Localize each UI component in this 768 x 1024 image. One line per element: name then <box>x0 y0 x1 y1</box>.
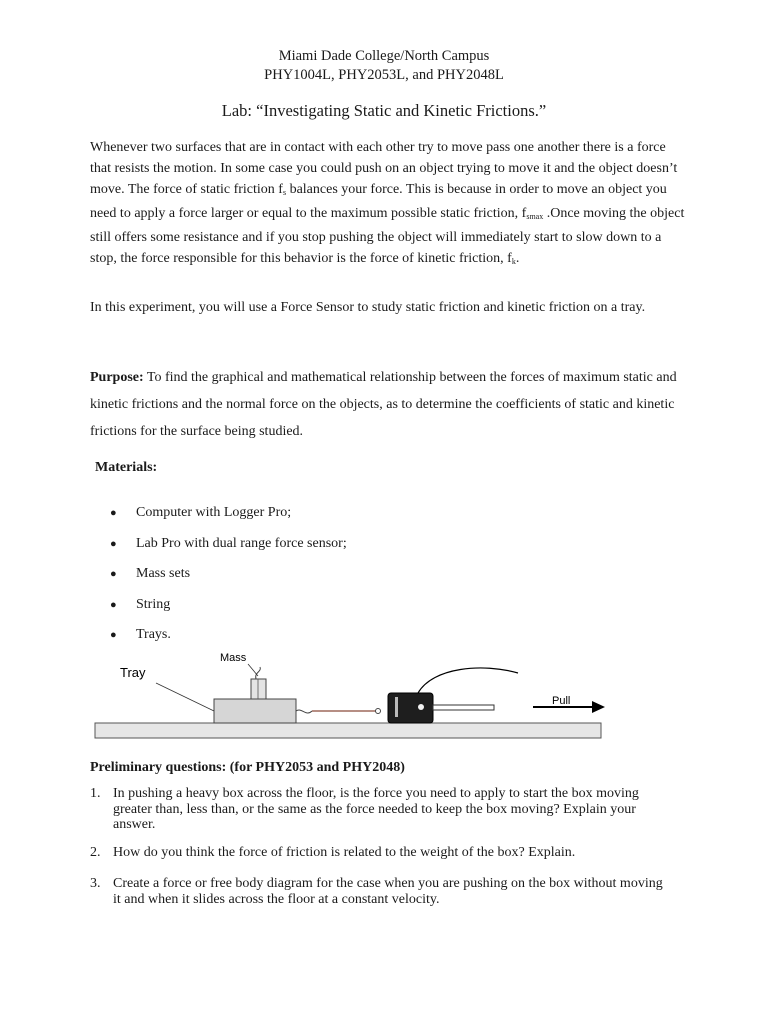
college-name: Miami Dade College/North Campus <box>278 48 490 64</box>
material-label: Mass sets <box>136 566 191 581</box>
sensor-cable <box>418 668 518 693</box>
list-item <box>110 564 347 595</box>
tray-surface <box>95 723 601 738</box>
materials-list <box>110 503 347 656</box>
material-label: Computer with Logger Pro; <box>136 505 292 520</box>
bullet-icon: ● <box>110 568 117 580</box>
preliminary-heading: Preliminary questions: (for PHY2053 and PHY2048) <box>90 760 405 775</box>
friction-apparatus-diagram <box>88 645 608 745</box>
force-sensor-icon <box>388 693 433 723</box>
question-text: In pushing a heavy box across the floor, is the force you need to apply to start the box moving greater than, less than, or the same as the force needed to keep the box moving? Explain your answer. <box>113 786 639 832</box>
mass-hook-icon <box>256 667 261 679</box>
subscript-smax: smax <box>526 212 544 221</box>
purpose-label: Purpose: <box>90 370 144 385</box>
bullet-icon: ● <box>110 629 117 641</box>
experiment-paragraph: In this experiment, you will use a Force Sensor to study static friction and kinetic friction on a tray. <box>90 300 646 315</box>
question-item <box>90 845 670 867</box>
question-number: 1. <box>90 786 101 801</box>
intro-text-1: Whenever two surfaces that are in contact with each other try to move pass one another there is a force that resists the motion. In some case you could push on an object trying to move it and the object doesn’t move. The force of static friction f <box>90 140 678 197</box>
material-label: String <box>136 596 171 612</box>
materials-heading: Materials: <box>95 460 158 475</box>
list-item <box>110 534 347 565</box>
box-hook-icon <box>296 710 312 713</box>
subscript-s: s <box>282 188 287 197</box>
mass-pointer-line <box>248 664 258 676</box>
box-block <box>214 699 296 723</box>
intro-paragraph <box>90 137 690 272</box>
sensor-rod <box>433 705 494 710</box>
intro-text-2: balances your force. This is because in order to move an object you need to apply a force larger or equal to the maximum possible static friction, f <box>90 182 667 221</box>
tray-pointer-line <box>156 683 214 711</box>
list-item <box>110 595 347 626</box>
mass-weight-icon <box>251 679 266 699</box>
question-text: How do you think the force of friction is related to the weight of the box? Explain. <box>113 845 576 860</box>
purpose-text: To find the graphical and mathematical relationship between the forces of maximum static and kinetic frictions and the normal force on the objects, as to determine the coefficients of static and kinetic frictions for the surface being studied. <box>90 370 677 439</box>
sensor-hook-icon <box>376 709 381 714</box>
sensor-switch-icon <box>418 704 424 710</box>
question-number: 3. <box>90 876 101 891</box>
pull-arrowhead-icon <box>592 701 605 713</box>
tray-label: Tray <box>120 665 146 680</box>
material-label: Trays. <box>136 627 171 642</box>
bullet-icon: ● <box>110 537 117 550</box>
question-number: 2. <box>90 845 101 860</box>
course-codes: PHY1004L, PHY2053L, and PHY2048L <box>264 67 504 83</box>
intro-text-3: .Once moving the object still offers some resistance and if you stop pushing the object will immediately start to slow down to a stop, the force responsible for this behavior is the force of kinetic friction, f <box>90 206 685 266</box>
list-item <box>110 503 347 534</box>
pull-label: Pull <box>552 695 571 707</box>
sensor-label-strip <box>395 697 398 717</box>
bullet-icon: ● <box>110 507 117 519</box>
question-text: Create a force or free body diagram for the case when you are pushing on the box without moving it and when it slides across the floor at a constant velocity. <box>113 876 663 907</box>
purpose-paragraph <box>90 364 690 445</box>
question-item <box>90 876 670 907</box>
intro-text-4: . <box>515 251 520 266</box>
question-item <box>90 786 670 833</box>
bullet-icon: ● <box>110 598 117 611</box>
subscript-k: k <box>511 257 516 266</box>
mass-label: Mass <box>220 652 247 664</box>
lab-title: Lab: “Investigating Static and Kinetic Frictions.” <box>221 101 547 120</box>
preliminary-questions <box>90 786 670 907</box>
material-label: Lab Pro with dual range force sensor; <box>136 535 347 551</box>
